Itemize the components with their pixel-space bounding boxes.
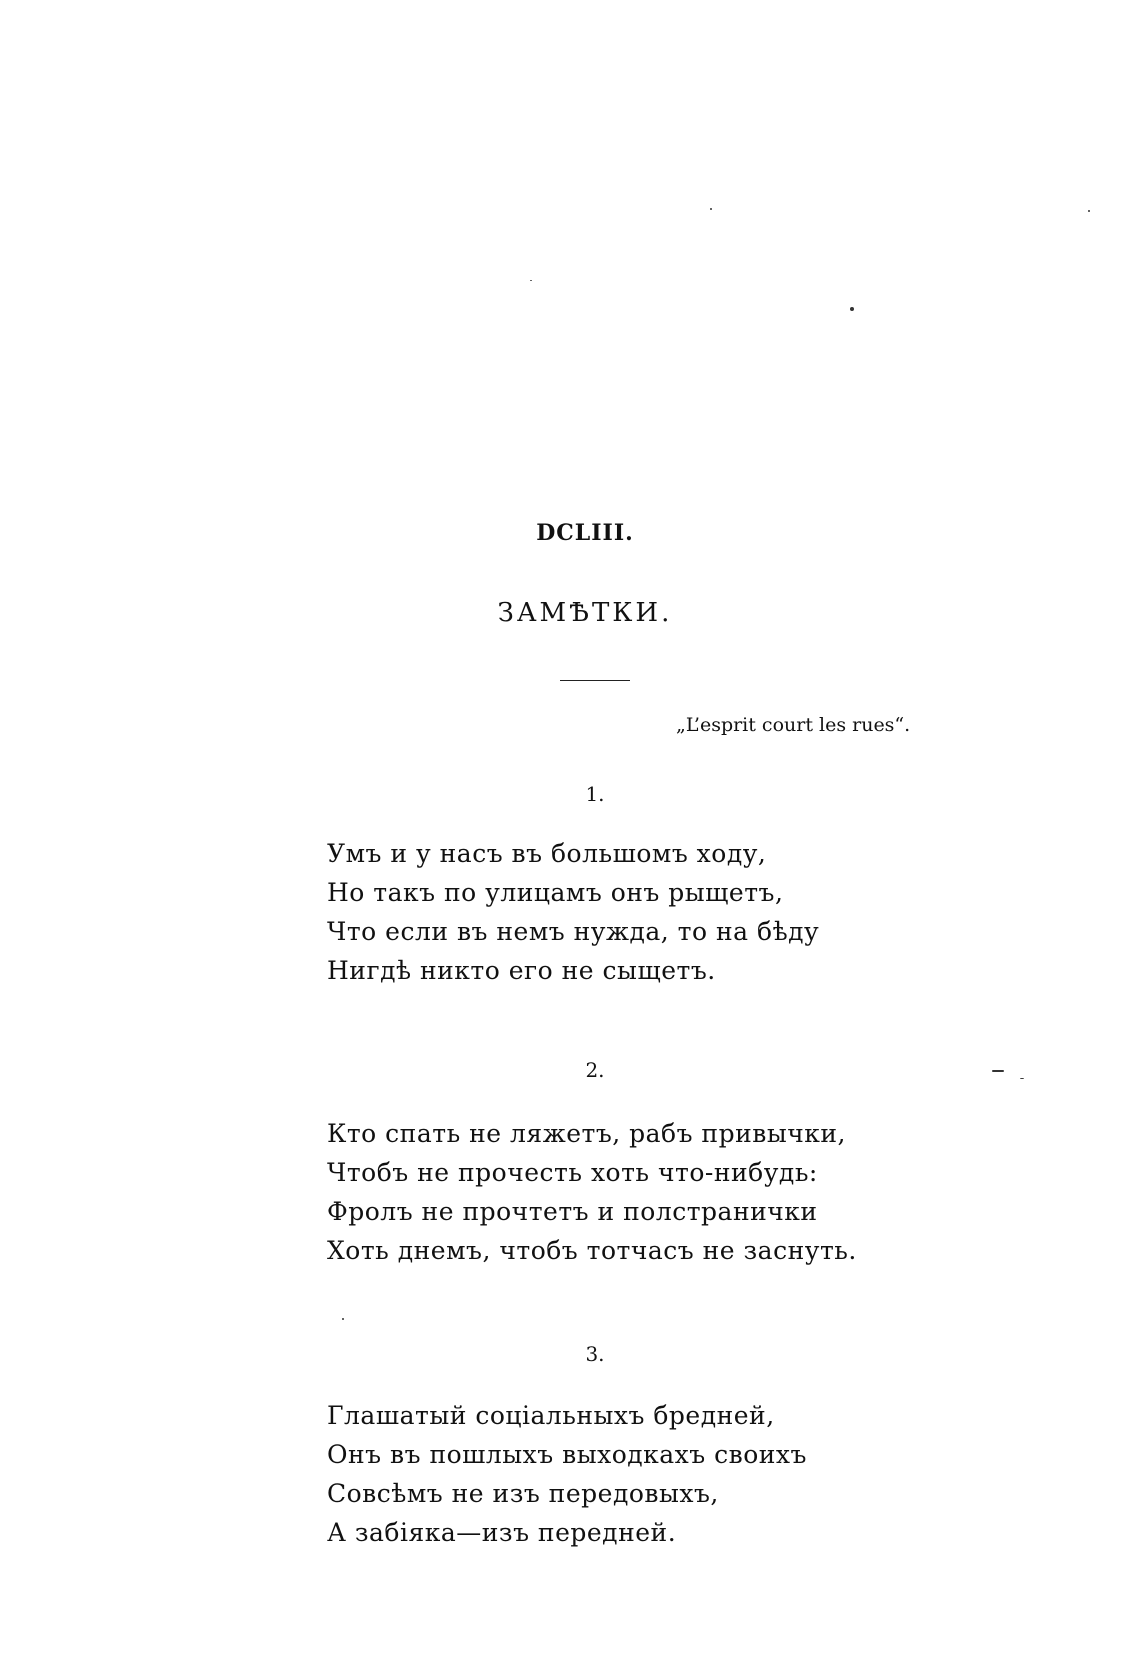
section-number: 2.	[585, 1058, 605, 1082]
verse-line: Фролъ не прочтетъ и полстранички	[327, 1197, 818, 1226]
verse-line: Совсѣмъ не изъ передовыхъ,	[327, 1479, 719, 1508]
scan-speck	[1088, 210, 1090, 212]
verse-line: Кто спать не ляжетъ, рабъ привычки,	[327, 1119, 846, 1148]
verse-line: Чтобъ не прочесть хоть что-нибудь:	[327, 1158, 818, 1187]
verse-line: Хоть днемъ, чтобъ тотчасъ не заснуть.	[327, 1236, 857, 1265]
epigraph: „L’esprit court les rues“.	[676, 714, 911, 736]
verse-line: Что если въ немъ нужда, то на бѣду	[327, 917, 820, 946]
poem-number: DCLIII.	[536, 520, 634, 546]
scan-speck	[530, 280, 532, 281]
verse-line: Глашатый соціальныхъ бредней,	[327, 1401, 775, 1430]
stanza	[327, 834, 819, 990]
scan-speck	[342, 1318, 344, 1320]
verse-line: Нигдѣ никто его не сыщетъ.	[327, 956, 716, 985]
scan-speck	[850, 307, 854, 311]
poem-title: ЗАМѢТКИ.	[497, 598, 673, 628]
verse-line: Онъ въ пошлыхъ выходкахъ своихъ	[327, 1440, 807, 1469]
scan-speck	[710, 208, 712, 210]
title-divider	[560, 680, 630, 681]
verse-line: А забіяка—изъ передней.	[327, 1518, 677, 1547]
section-number: 3.	[585, 1342, 605, 1366]
section-number: 1.	[585, 782, 605, 806]
stanza	[327, 1114, 857, 1270]
verse-line: Но такъ по улицамъ онъ рыщетъ,	[327, 878, 784, 907]
verse-line: Умъ и у насъ въ большомъ ходу,	[327, 839, 767, 868]
stanza	[327, 1396, 807, 1552]
